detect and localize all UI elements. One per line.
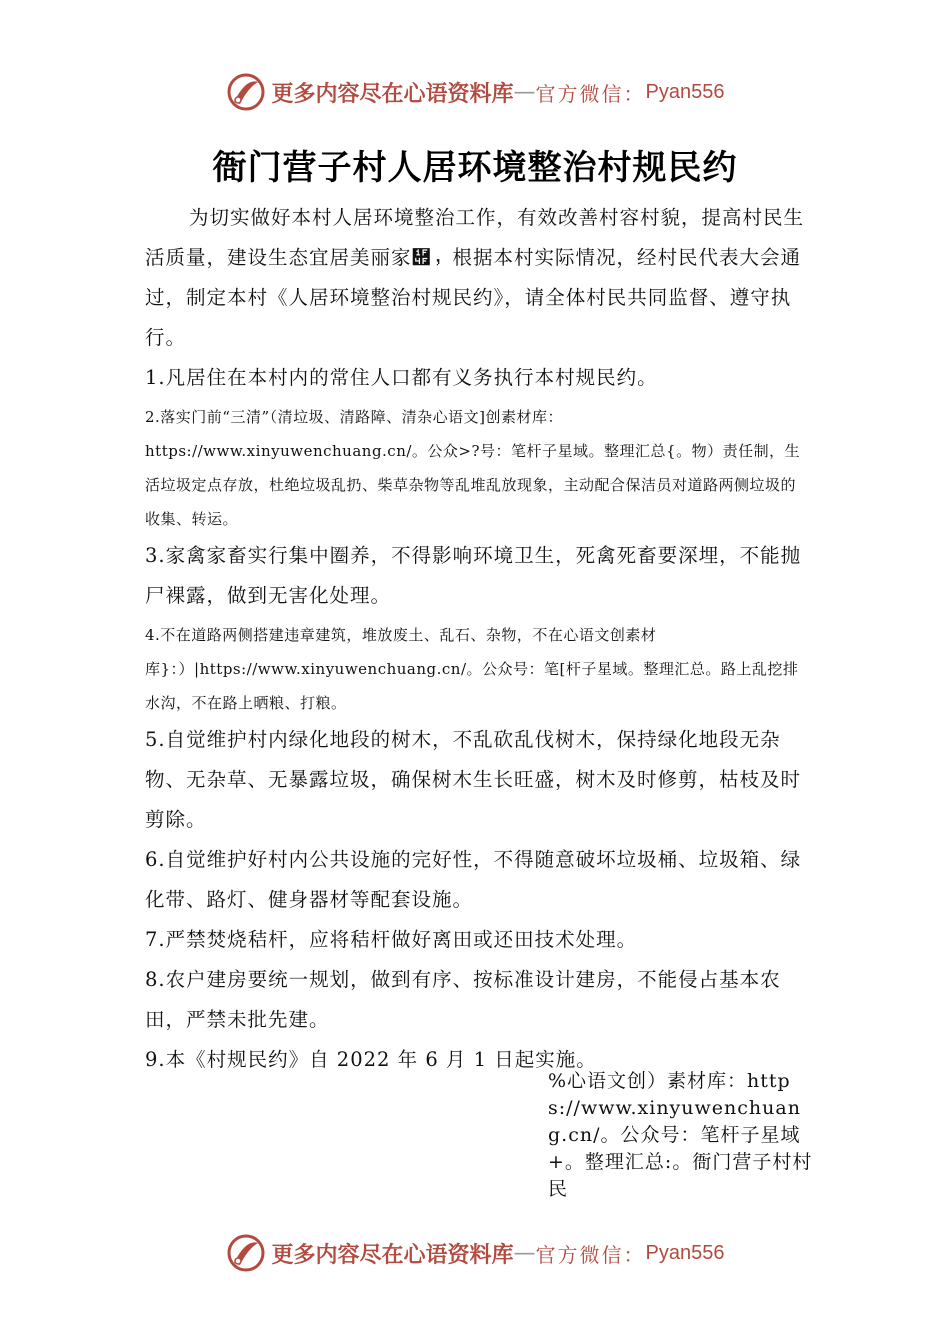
brand-logo-icon — [226, 1233, 266, 1273]
header-banner — [0, 70, 950, 114]
banner-main-text: 更多内容尽在心语资料库 — [271, 81, 514, 107]
banner-sub-text: 官方微信： — [535, 81, 646, 106]
rule-item-6: 6.自觉维护好村内公共设施的完好性，不得随意破坏垃圾桶、垃圾箱、绿化带、路灯、健身器材等配套设施。 — [145, 848, 802, 911]
rule-item-4: 4.不在道路两侧搭建违章建筑，堆放废土、乱石、杂物，不在心语文创素材库}：）|https://www.xinyuwenchuang.cn/。公众号：笔[杆子星域。整理汇总。路上乱挖排水沟，不在路上晒粮、打粮。 — [145, 626, 799, 712]
banner-main-text: 更多内容尽在心语资料库 — [271, 1242, 514, 1268]
rule-item-3: 3.家禽家畜实行集中圈养，不得影响环境卫生，死禽死畜要深埋，不能抛尸裸露，做到无害化处理。 — [145, 544, 802, 607]
signature-block: %心语文创）素材库：https://www.xinyuwenchuang.cn/。公众号：笔杆子星域+。整理汇总:。衙门营子村村民 — [548, 1070, 813, 1200]
banner-sub-text: 官方微信： — [535, 1242, 646, 1267]
footer-banner — [0, 1231, 950, 1275]
rule-item-8: 8.农户建房要统一规划，做到有序、按标准设计建房，不能侵占基本农田，严禁未批先建。 — [145, 968, 781, 1031]
banner-wechat-id: Pyan556 — [645, 80, 725, 103]
page-title: 衙门营子村人居环境整治村规民约 — [212, 148, 738, 188]
brand-logo-icon — [226, 72, 266, 112]
intro-paragraph: 为切实做好本村人居环境整治工作，有效改善村容村貌，提高村民生活质量，建设生态宜居美丽家὏，根据本村实际情况，经村民代表大会通过，制定本村《人居环境整治村规民约》，请全体村民共同监督、遵守执行。 — [145, 206, 805, 349]
rule-item-1: 1.凡居住在本村内的常住人口都有义务执行本村规民约。 — [145, 366, 658, 389]
rule-item-5: 5.自觉维护村内绿化地段的树木，不乱砍乱伐树木，保持绿化地段无杂物、无杂草、无暴露垃圾，确保树木生长旺盛，树木及时修剪，枯枝及时剪除。 — [145, 728, 802, 831]
rule-item-9: 9.本《村规民约》自 2022 年 6 月 1 日起实施。 — [145, 1048, 597, 1071]
banner-wechat-id: Pyan556 — [645, 1241, 725, 1264]
rule-item-7: 7.严禁焚烧秸杆，应将秸杆做好离田或还田技术处理。 — [145, 928, 638, 951]
document-body — [145, 198, 810, 1080]
rule-item-2: 2.落实门前“三清”（清垃圾、清路障、清杂心语文]创素材库：https://www.xinyuwenchuang.cn/。公众>?号：笔杆子星域。整理汇总{。物）责任制，生活垃圾定点存放，杜绝垃圾乱扔、柴草杂物等乱堆乱放现象，主动配合保洁员对道路两侧垃圾的收集、转运。 — [145, 408, 801, 528]
banner-separator: — — [513, 1240, 536, 1266]
banner-separator: — — [513, 79, 536, 105]
